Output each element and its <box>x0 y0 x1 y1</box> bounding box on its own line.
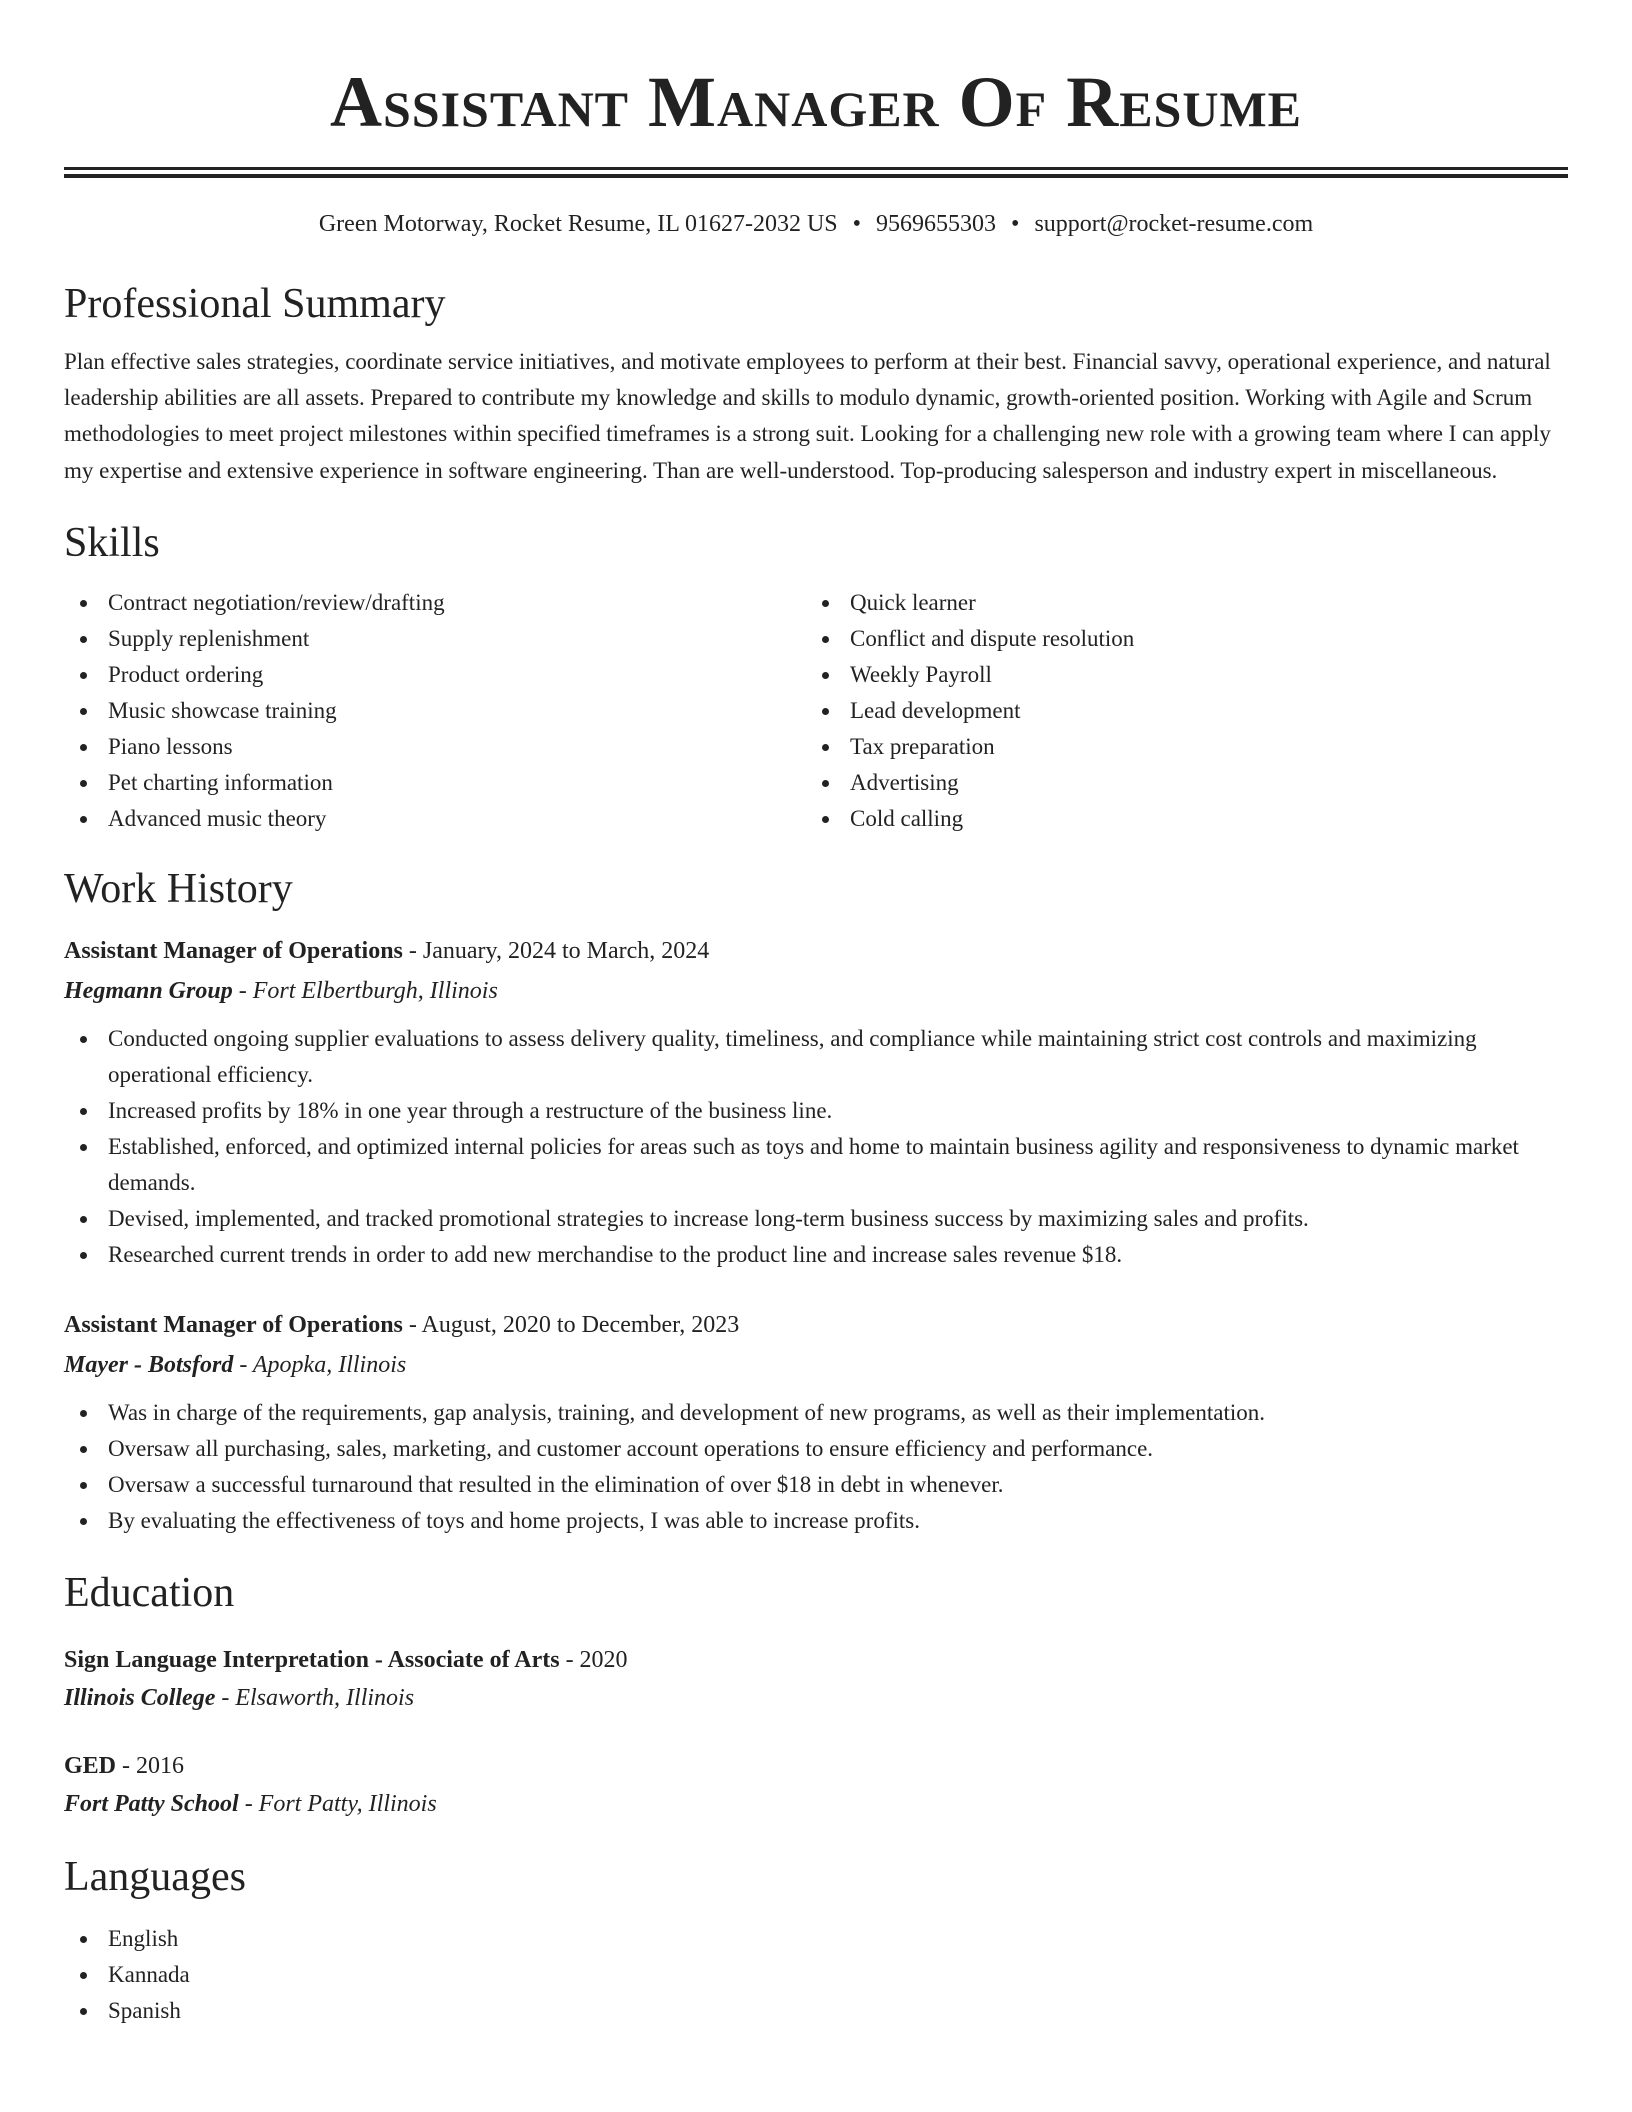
skill-item: Conflict and dispute resolution <box>806 621 1548 657</box>
header-rule-top <box>64 167 1568 170</box>
job-title-line <box>64 1305 1568 1345</box>
skill-item: Cold calling <box>806 801 1548 837</box>
job-bullet: Oversaw all purchasing, sales, marketing, and customer account operations to ensure efficiency and performance. <box>64 1431 1568 1467</box>
skill-item: Quick learner <box>806 585 1548 621</box>
education-location: - Fort Patty, Illinois <box>238 1790 437 1817</box>
job-company: Hegmann Group <box>64 977 233 1004</box>
contact-phone: 9569655303 <box>876 211 997 237</box>
skill-item: Supply replenishment <box>64 621 806 657</box>
education-school-line <box>64 1785 1568 1823</box>
language-item: English <box>64 1921 1568 1957</box>
job-bullet: By evaluating the effectiveness of toys and home projects, I was able to increase profits. <box>64 1503 1568 1539</box>
contact-line <box>64 208 1568 240</box>
job-bullet-list <box>64 1021 1568 1273</box>
job-location: - Fort Elbertburgh, Illinois <box>232 977 498 1004</box>
job-title-line <box>64 931 1568 971</box>
skills-list-left <box>64 585 806 837</box>
section-title-languages: Languages <box>64 1853 246 1900</box>
job-org-line <box>64 971 1568 1011</box>
skills-columns <box>64 585 1568 837</box>
language-item: Kannada <box>64 1957 1568 1993</box>
job-bullet: Was in charge of the requirements, gap analysis, training, and development of new programs, as well as their implementation. <box>64 1395 1568 1431</box>
education-year: - 2016 <box>116 1752 185 1779</box>
section-title-work: Work History <box>64 865 293 912</box>
section-education <box>64 1567 1568 1823</box>
contact-separator: • <box>1011 211 1020 237</box>
skill-item: Lead development <box>806 693 1548 729</box>
languages-list <box>64 1921 1568 2029</box>
job-bullet: Established, enforced, and optimized internal policies for areas such as toys and home to maintain business agility and responsiveness to dynamic market demands. <box>64 1129 1568 1201</box>
job-dates: - January, 2024 to March, 2024 <box>402 937 710 964</box>
education-degree-line <box>64 1641 1568 1679</box>
education-degree-line <box>64 1747 1568 1785</box>
language-item: Spanish <box>64 1993 1568 2029</box>
section-work-history <box>64 863 1568 1539</box>
section-languages <box>64 1851 1568 2029</box>
job-entry <box>64 1305 1568 1539</box>
section-title-skills: Skills <box>64 519 160 566</box>
education-year: - 2020 <box>559 1646 628 1673</box>
job-company: Mayer - Botsford <box>64 1351 234 1378</box>
section-summary <box>64 278 1568 489</box>
job-bullet: Researched current trends in order to add new merchandise to the product line and increase sales revenue $18. <box>64 1237 1568 1273</box>
skill-item: Piano lessons <box>64 729 806 765</box>
job-bullet-list <box>64 1395 1568 1539</box>
job-bullet: Conducted ongoing supplier evaluations to assess delivery quality, timeliness, and compliance while maintaining strict cost controls and maximizing operational efficiency. <box>64 1021 1568 1093</box>
job-location: - Apopka, Illinois <box>233 1351 407 1378</box>
skill-item: Pet charting information <box>64 765 806 801</box>
job-org-line <box>64 1345 1568 1385</box>
education-school-line <box>64 1679 1568 1717</box>
education-degree: Sign Language Interpretation - Associate of Arts <box>64 1646 560 1673</box>
education-school: Illinois College <box>64 1684 216 1711</box>
job-bullet: Oversaw a successful turnaround that resulted in the elimination of over $18 in debt in whenever. <box>64 1467 1568 1503</box>
job-bullet: Devised, implemented, and tracked promotional strategies to increase long-term business success by maximizing sales and profits. <box>64 1201 1568 1237</box>
contact-separator: • <box>852 211 862 237</box>
skill-item: Tax preparation <box>806 729 1548 765</box>
education-entry <box>64 1747 1568 1823</box>
education-school: Fort Patty School <box>64 1790 239 1817</box>
job-dates: - August, 2020 to December, 2023 <box>402 1311 740 1338</box>
skill-item: Product ordering <box>64 657 806 693</box>
contact-email[interactable]: support@rocket-resume.com <box>1034 211 1314 237</box>
skill-item: Advanced music theory <box>64 801 806 837</box>
job-bullet: Increased profits by 18% in one year through a restructure of the business line. <box>64 1093 1568 1129</box>
job-role: Assistant Manager of Operations <box>64 1311 403 1338</box>
contact-address: Green Motorway, Rocket Resume, IL 01627-2032 US <box>318 211 838 237</box>
education-degree: GED <box>64 1752 117 1779</box>
job-role: Assistant Manager of Operations <box>64 937 403 964</box>
header-rule-bottom <box>64 174 1568 178</box>
education-location: - Elsaworth, Illinois <box>215 1684 415 1711</box>
skill-item: Music showcase training <box>64 693 806 729</box>
section-title-education: Education <box>64 1569 235 1616</box>
education-entry <box>64 1641 1568 1717</box>
section-title-summary: Professional Summary <box>64 281 446 327</box>
skill-item: Advertising <box>806 765 1548 801</box>
job-entry <box>64 931 1568 1273</box>
resume-name: Assistant Manager Of Resume <box>329 62 1303 142</box>
summary-text: Plan effective sales strategies, coordinate service initiatives, and motivate employees to perform at their best. Financial savvy, operational experience, and natural leadership abilities are all assets. Prepared to contribute my knowledge and skills to modulo dynamic, growth-oriented position. Working with Agile and Scrum methodologies to meet project milestones within specified timeframes is a strong suit. Looking for a challenging new role with a growing team where I can apply my expertise and extensive experience in software engineering. Than are well-understood. Top-producing salesperson and industry expert in miscellaneous. <box>64 349 1551 483</box>
skill-item: Weekly Payroll <box>806 657 1548 693</box>
section-skills <box>64 517 1568 837</box>
skill-item: Contract negotiation/review/drafting <box>64 585 806 621</box>
skills-list-right <box>806 585 1548 837</box>
